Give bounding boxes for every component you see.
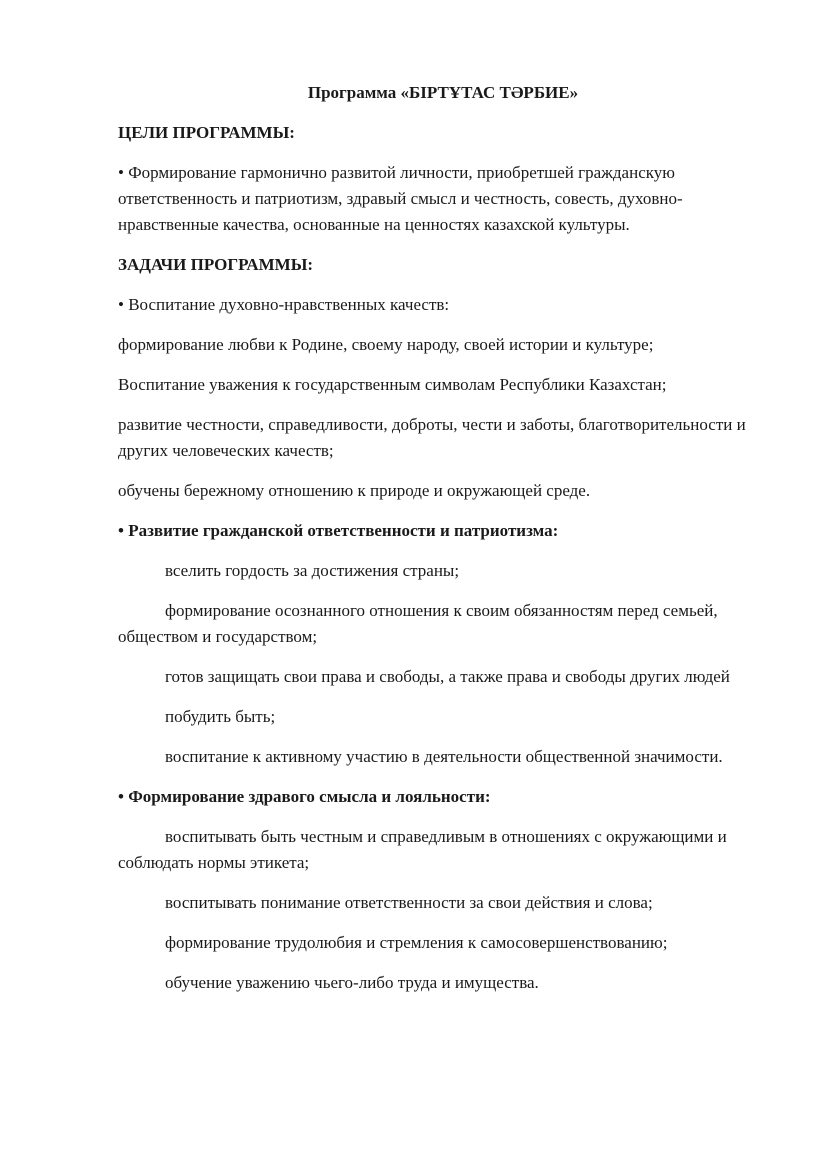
goals-heading: ЦЕЛИ ПРОГРАММЫ: — [118, 123, 295, 142]
task-group-2-item-4: побудить быть; — [165, 707, 276, 726]
task-group-1-item-2: Воспитание уважения к государственным символам Республики Казахстан; — [118, 375, 667, 394]
task-group-3-item-2: воспитывать понимание ответственности за свои действия и слова; — [165, 893, 653, 912]
task-group-3-item-1: воспитывать быть честным и справедливым в отношениях с окружающими и соблюдать нормы этикета; — [118, 827, 727, 872]
goal-paragraph: • Формирование гармонично развитой личности, приобретшей гражданскую ответственность и патриотизм, здравый смысл и честность, совесть, духовно-нравственные качества, основанные на ценностях казахской культуры. — [118, 163, 683, 234]
task-group-2-item-3: готов защищать свои права и свободы, а также права и свободы других людей — [165, 667, 730, 686]
task-group-1-title: • Воспитание духовно-нравственных качеств: — [118, 295, 450, 314]
task-group-3-item-3: формирование трудолюбия и стремления к самосовершенствованию; — [165, 933, 668, 952]
task-group-1-item-1: формирование любви к Родине, своему народу, своей истории и культуре; — [118, 335, 654, 354]
task-group-1-item-3: развитие честности, справедливости, доброты, чести и заботы, благотворительности и других человеческих качеств; — [118, 415, 746, 460]
task-group-2-item-5: воспитание к активному участию в деятельности общественной значимости. — [165, 747, 723, 766]
task-group-3-title: • Формирование здравого смысла и лояльности: — [118, 787, 491, 806]
task-group-2-item-2: формирование осознанного отношения к своим обязанностям перед семьей, обществом и государством; — [118, 601, 718, 646]
task-group-2-item-1: вселить гордость за достижения страны; — [165, 561, 460, 580]
task-group-3-item-4: обучение уважению чьего-либо труда и имущества. — [165, 973, 539, 992]
task-group-2-title: • Развитие гражданской ответственности и патриотизма: — [118, 521, 559, 540]
tasks-heading: ЗАДАЧИ ПРОГРАММЫ: — [118, 255, 314, 274]
task-group-1-item-4: обучены бережному отношению к природе и окружающей среде. — [118, 481, 591, 500]
document-title: Программа «БІРТҰТАС ТӘРБИЕ» — [307, 83, 579, 102]
